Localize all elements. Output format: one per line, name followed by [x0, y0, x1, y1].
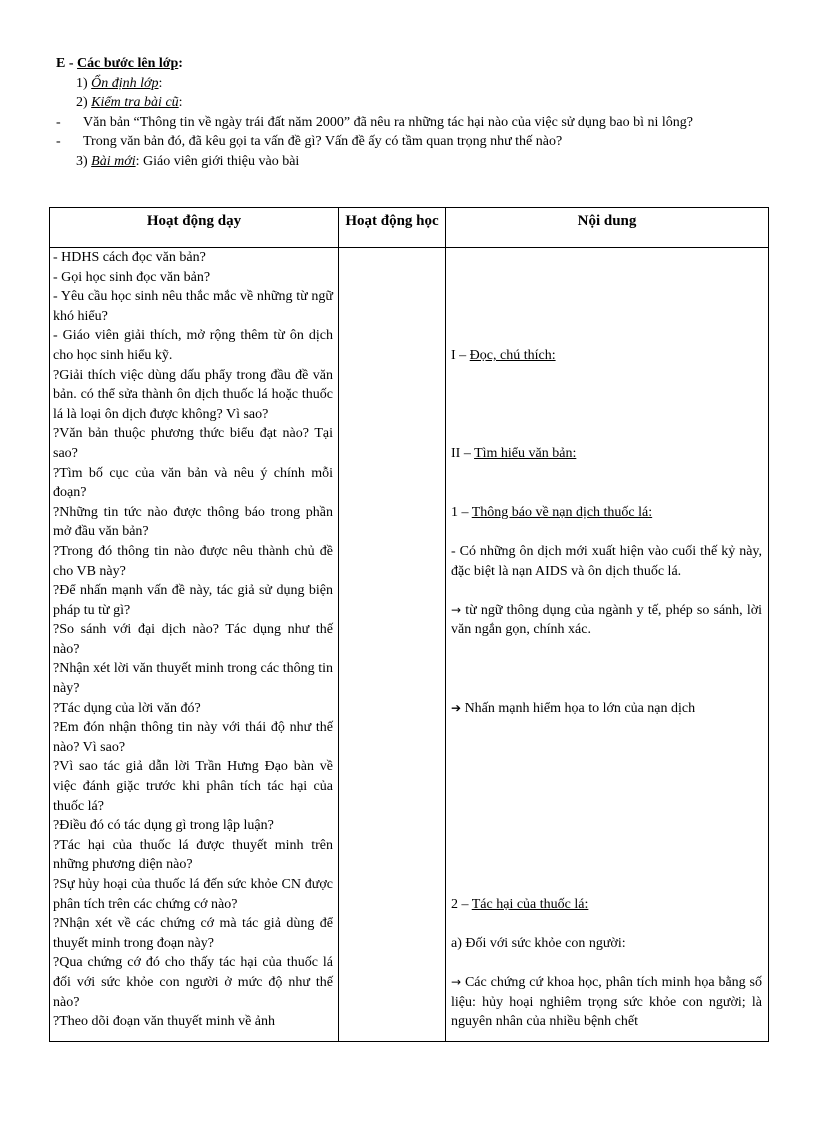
student-activity-cell: [339, 248, 446, 1042]
teacher-activity-item: ?Những tin tức nào được thông báo trong phần mở đầu văn bản?: [53, 504, 333, 540]
section-heading: E - Các bước lên lớp:: [56, 56, 183, 71]
teacher-activity-list: [50, 248, 338, 1041]
step-1: 1) Ổn định lớp:: [76, 75, 163, 91]
review-question-2: - Trong văn bản đó, đã kêu gọi ta vấn đề gì? Vấn đề ấy có tầm quan trọng như thế nào?: [56, 134, 563, 149]
teacher-activity-item: - Giáo viên giải thích, mở rộng thêm từ ôn dịch cho học sinh hiểu kỹ.: [53, 328, 333, 363]
header-student-activity: Hoạt động học: [339, 208, 446, 248]
arrow-right-icon: ➔: [451, 700, 462, 715]
content-paragraph-1: - Có những ôn dịch mới xuất hiện vào cuối thế kỷ này, đặc biệt là nạn AIDS và ôn dịch thuốc lá.: [451, 543, 762, 579]
lesson-steps: [56, 54, 761, 171]
table-body-row: [50, 248, 769, 1042]
step-3: 3) Bài mới: Giáo viên giới thiệu vào bài: [76, 153, 300, 169]
teacher-activity-item: ?Điều đó có tác dụng gì trong lập luận?: [53, 818, 274, 834]
lesson-plan-table: [49, 207, 769, 1042]
content-paragraph-2: → từ ngữ thông dụng của ngành y tế, phép so sánh, lời văn ngắn gọn, chính xác.: [451, 602, 763, 638]
subsection-1-heading: 1 – Thông báo về nạn dịch thuốc lá:: [451, 504, 653, 520]
teacher-activity-item: ?Sự hủy hoại của thuốc lá đến sức khỏe CN được phân tích trên các chứng cớ nào?: [53, 877, 333, 912]
arrow-right-icon: →: [451, 974, 462, 989]
table-header-row: [50, 208, 769, 248]
teacher-activity-item: ?Nhận xét về các chứng cớ mà tác giả dùng để thuyết minh trong đoạn này?: [53, 916, 333, 951]
teacher-activity-item: ?Văn bản thuộc phương thức biểu đạt nào? Tại sao?: [53, 426, 333, 461]
teacher-activity-item: ?Giải thích việc dùng dấu phẩy trong đầu đề văn bản. có thể sửa thành ôn dịch thuốc lá hoặc thuốc lá là loại ôn dịch được không? Vì sao?: [53, 367, 333, 422]
content-list: [446, 248, 768, 1041]
teacher-activity-item: - Gọi học sinh đọc văn bản?: [53, 269, 211, 285]
section-2-heading: II – Tìm hiểu văn bản:: [451, 445, 577, 461]
content-cell: [446, 248, 769, 1042]
step-2: 2) Kiểm tra bài cũ:: [76, 95, 183, 110]
teacher-activity-item: - HDHS cách đọc văn bản?: [53, 250, 206, 265]
step-1-title: Ổn định lớp: [91, 75, 159, 91]
arrow-right-icon: →: [451, 602, 462, 617]
header-teacher-activity: Hoạt động dạy: [50, 208, 339, 248]
review-question-1: - Văn bản “Thông tin về ngày trái đất năm 2000” đã nêu ra những tác hại nào của việc sử dụng bao bì ni lông?: [56, 114, 693, 130]
content-paragraph-4: a) Đối với sức khỏe con người:: [451, 935, 626, 951]
subsection-2-heading: 2 – Tác hại của thuốc lá:: [451, 896, 589, 912]
teacher-activity-item: ?Theo dõi đoạn văn thuyết minh về ảnh: [53, 1014, 275, 1030]
teacher-activity-item: ?Nhận xét lời văn thuyết minh trong các thông tin này?: [53, 661, 333, 697]
teacher-activity-item: ?Tác dụng của lời văn đó?: [53, 700, 201, 716]
step-2-title: Kiểm tra bài cũ: [91, 95, 179, 110]
content-paragraph-5: → Các chứng cứ khoa học, phân tích minh họa bằng số liệu: hủy hoại nghiêm trọng sức khỏe con người; là nguyên nhân của nhiều bệnh chết: [451, 974, 762, 1030]
step-3-title: Bài mới: [91, 153, 136, 169]
teacher-activity-item: - Yêu cầu học sinh nêu thắc mắc về những từ ngữ khó hiểu?: [53, 289, 333, 324]
section-1-heading: I – Đọc, chú thích:: [451, 347, 556, 363]
teacher-activity-item: ?Để nhấn mạnh vấn đề này, tác giả sử dụng biện pháp tu từ gì?: [53, 583, 333, 618]
teacher-activity-item: ?Tác hại của thuốc lá được thuyết minh trên những phương diện nào?: [53, 837, 333, 873]
content-paragraph-3: ➔ Nhấn mạnh hiểm họa to lớn của nạn dịch: [451, 700, 696, 716]
section-heading-title: Các bước lên lớp: [77, 56, 179, 71]
header-content: Nội dung: [446, 208, 769, 248]
teacher-activity-cell: [50, 248, 339, 1042]
teacher-activity-item: ?Qua chứng cớ đó cho thấy tác hại của thuốc lá đối với sức khỏe con người ở mức độ như thế nào?: [53, 955, 333, 1010]
teacher-activity-item: ?Vì sao tác giả dẫn lời Trần Hưng Đạo bàn về việc đánh giặc trước khi phân tích tác hại của thuốc lá?: [53, 759, 333, 814]
teacher-activity-item: ?Tìm bố cục của văn bản và nêu ý chính mỗi đoạn?: [53, 465, 333, 501]
teacher-activity-item: ?Trong đó thông tin nào được nêu thành chủ đề cho VB này?: [53, 543, 333, 579]
teacher-activity-item: ?Em đón nhận thông tin này với thái độ như thế nào? Vì sao?: [53, 720, 333, 755]
teacher-activity-item: ?So sánh với đại dịch nào? Tác dụng như thế nào?: [53, 622, 333, 657]
